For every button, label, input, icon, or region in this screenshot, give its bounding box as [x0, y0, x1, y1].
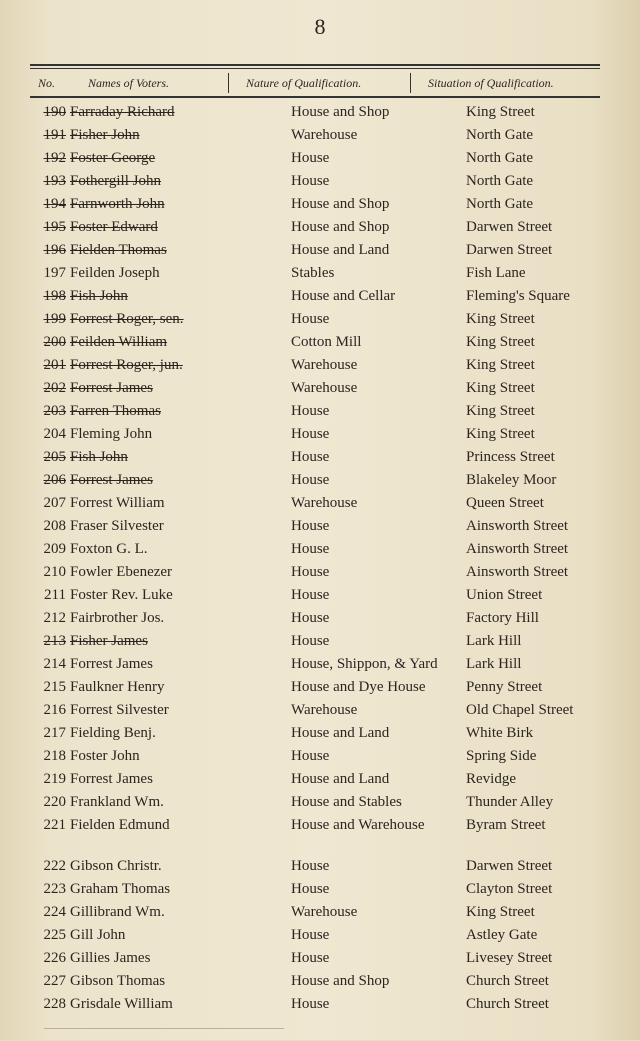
- voter-number: 193: [43, 173, 66, 189]
- voter-number: 191: [43, 127, 66, 143]
- qualification-nature: House, Shippon, & Yard: [291, 656, 438, 672]
- qualification-situation: Astley Gate: [466, 927, 538, 943]
- voter-name: Faulkner Henry: [70, 679, 165, 695]
- voter-row: [0, 996, 640, 1019]
- voter-row: [0, 725, 640, 748]
- voter-name: Fairbrother Jos.: [70, 610, 165, 626]
- qualification-situation: Darwen Street: [466, 858, 553, 874]
- voter-number: 199: [43, 311, 66, 327]
- qualification-situation: King Street: [466, 357, 535, 373]
- voter-number: 207: [43, 495, 66, 511]
- qualification-nature: Warehouse: [291, 495, 358, 511]
- header-nature: Nature of Qualification.: [246, 76, 362, 90]
- voter-row: [0, 858, 640, 881]
- qualification-situation: Fleming's Square: [466, 288, 570, 304]
- qualification-nature: House and Shop: [291, 973, 390, 989]
- qualification-nature: House: [291, 311, 330, 327]
- voter-name: Grisdale William: [70, 996, 173, 1012]
- voter-number: 192: [43, 150, 66, 166]
- voter-number: 226: [43, 950, 66, 966]
- qualification-situation: King Street: [466, 403, 535, 419]
- qualification-nature: House: [291, 449, 330, 465]
- voter-number: 206: [43, 472, 66, 488]
- voter-name: Farnworth John: [70, 196, 165, 212]
- voter-name: Foster John: [70, 748, 140, 764]
- qualification-situation: King Street: [466, 426, 535, 442]
- voter-number: 212: [43, 610, 66, 626]
- voter-name: Gibson Thomas: [70, 973, 166, 989]
- header-divider: [410, 73, 411, 93]
- voter-number: 223: [43, 881, 66, 897]
- qualification-situation: North Gate: [466, 127, 534, 143]
- voter-name: Fielden Edmund: [70, 817, 170, 833]
- qualification-situation: Union Street: [466, 587, 543, 603]
- qualification-nature: House: [291, 518, 330, 534]
- voter-name: Fisher John: [70, 127, 140, 143]
- voter-number: 200: [43, 334, 66, 350]
- voter-number: 204: [43, 426, 66, 442]
- voter-number: 197: [43, 265, 66, 281]
- qualification-nature: House: [291, 472, 330, 488]
- column-header: [30, 72, 600, 94]
- voter-name: Gill John: [70, 927, 126, 943]
- voter-name: Feilden Joseph: [70, 265, 160, 281]
- header-names: Names of Voters.: [88, 76, 169, 90]
- qualification-situation: King Street: [466, 334, 535, 350]
- qualification-nature: House and Land: [291, 725, 390, 741]
- qualification-nature: House and Land: [291, 771, 390, 787]
- voter-name: Fraser Silvester: [70, 518, 164, 534]
- voter-number: 195: [43, 219, 66, 235]
- qualification-nature: House and Dye House: [291, 679, 426, 695]
- voter-number: 228: [43, 996, 66, 1012]
- voter-row: [0, 449, 640, 472]
- voter-name: Forrest Silvester: [70, 702, 169, 718]
- qualification-situation: King Street: [466, 311, 535, 327]
- voter-row: [0, 656, 640, 679]
- voter-row: [0, 541, 640, 564]
- voter-row: [0, 564, 640, 587]
- qualification-situation: Church Street: [466, 996, 549, 1012]
- voter-number: 211: [44, 587, 66, 603]
- voter-name: Foster George: [70, 150, 156, 166]
- voter-row: [0, 196, 640, 219]
- qualification-nature: House: [291, 748, 330, 764]
- voter-number: 190: [43, 104, 66, 120]
- voter-row: [0, 426, 640, 449]
- voter-number: 217: [43, 725, 66, 741]
- qualification-nature: House and Warehouse: [291, 817, 425, 833]
- qualification-situation: Livesey Street: [466, 950, 553, 966]
- voter-name: Forrest James: [70, 656, 153, 672]
- qualification-situation: Queen Street: [466, 495, 544, 511]
- qualification-situation: Ainsworth Street: [466, 541, 569, 557]
- voter-row: [0, 150, 640, 173]
- qualification-situation: North Gate: [466, 196, 534, 212]
- voter-number: 227: [43, 973, 66, 989]
- voter-row: [0, 104, 640, 127]
- voter-number: 201: [43, 357, 66, 373]
- voter-row: [0, 219, 640, 242]
- header-rule-top-thin: [30, 68, 600, 69]
- voter-row: [0, 472, 640, 495]
- voter-name: Forrest James: [70, 380, 153, 396]
- voter-number: 198: [43, 288, 66, 304]
- voter-list: [0, 104, 640, 1019]
- voter-name: Foster Edward: [70, 219, 158, 235]
- qualification-nature: Warehouse: [291, 357, 358, 373]
- voter-name: Forrest Roger, jun.: [70, 357, 183, 373]
- header-no: No.: [38, 76, 56, 90]
- voter-row: [0, 973, 640, 996]
- voter-row: [0, 927, 640, 950]
- voter-row: [0, 334, 640, 357]
- qualification-situation: Fish Lane: [466, 265, 526, 281]
- qualification-situation: North Gate: [466, 173, 534, 189]
- qualification-situation: King Street: [466, 904, 535, 920]
- voter-number: 225: [43, 927, 66, 943]
- voter-row: [0, 242, 640, 265]
- voter-row: [0, 127, 640, 150]
- voter-row: [0, 518, 640, 541]
- voter-number: 219: [43, 771, 66, 787]
- header-rule-top: [30, 64, 600, 66]
- qualification-situation: Lark Hill: [466, 633, 522, 649]
- voter-name: Fleming John: [70, 426, 153, 442]
- voter-number: 214: [43, 656, 66, 672]
- qualification-nature: Stables: [291, 265, 335, 281]
- qualification-situation: Penny Street: [466, 679, 543, 695]
- qualification-nature: Warehouse: [291, 904, 358, 920]
- voter-name: Fothergill John: [70, 173, 161, 189]
- qualification-situation: Clayton Street: [466, 881, 553, 897]
- qualification-nature: House: [291, 150, 330, 166]
- handwritten-mark: [44, 1028, 284, 1041]
- voter-number: 222: [43, 858, 66, 874]
- qualification-situation: White Birk: [466, 725, 534, 741]
- qualification-situation: Ainsworth Street: [466, 564, 569, 580]
- voter-name: Fielden Thomas: [70, 242, 167, 258]
- voter-number: 202: [43, 380, 66, 396]
- qualification-nature: Warehouse: [291, 380, 358, 396]
- qualification-nature: House: [291, 858, 330, 874]
- voter-name: Graham Thomas: [70, 881, 171, 897]
- qualification-situation: Revidge: [466, 771, 516, 787]
- qualification-situation: Old Chapel Street: [466, 702, 574, 718]
- qualification-nature: House and Stables: [291, 794, 402, 810]
- voter-name: Fisher James: [70, 633, 148, 649]
- voter-name: Forrest Roger, sen.: [70, 311, 184, 327]
- qualification-situation: Darwen Street: [466, 219, 553, 235]
- voter-name: Farraday Richard: [70, 104, 175, 120]
- qualification-nature: Warehouse: [291, 127, 358, 143]
- voter-row: [0, 817, 640, 840]
- voter-number: 221: [43, 817, 66, 833]
- qualification-situation: Church Street: [466, 973, 549, 989]
- voter-row: [0, 311, 640, 334]
- qualification-nature: House: [291, 927, 330, 943]
- qualification-nature: House and Land: [291, 242, 390, 258]
- header-situation: Situation of Qualification.: [428, 76, 554, 90]
- voter-number: 218: [43, 748, 66, 764]
- qualification-nature: House: [291, 173, 330, 189]
- voter-name: Farren Thomas: [70, 403, 161, 419]
- qualification-situation: Factory Hill: [466, 610, 539, 626]
- voter-row: [0, 587, 640, 610]
- qualification-nature: House: [291, 633, 330, 649]
- voter-number: 220: [43, 794, 66, 810]
- qualification-situation: North Gate: [466, 150, 534, 166]
- voter-row: [0, 357, 640, 380]
- qualification-situation: Lark Hill: [466, 656, 522, 672]
- voter-row: [0, 380, 640, 403]
- voter-name: Fowler Ebenezer: [70, 564, 173, 580]
- qualification-situation: King Street: [466, 380, 535, 396]
- voter-number: 215: [43, 679, 66, 695]
- qualification-situation: Princess Street: [466, 449, 555, 465]
- voter-row: [0, 794, 640, 817]
- voter-number: 196: [43, 242, 66, 258]
- qualification-nature: House: [291, 426, 330, 442]
- voter-name: Foster Rev. Luke: [70, 587, 173, 603]
- voter-number: 210: [43, 564, 66, 580]
- voter-row: [0, 771, 640, 794]
- qualification-nature: Cotton Mill: [291, 334, 362, 350]
- voter-row: [0, 950, 640, 973]
- qualification-nature: House: [291, 587, 330, 603]
- voter-row: [0, 173, 640, 196]
- qualification-nature: House and Shop: [291, 219, 390, 235]
- qualification-nature: House: [291, 881, 330, 897]
- voter-row: [0, 904, 640, 927]
- voter-number: 208: [43, 518, 66, 534]
- qualification-nature: House: [291, 950, 330, 966]
- voter-name: Gibson Christr.: [70, 858, 162, 874]
- voter-name: Forrest William: [70, 495, 165, 511]
- voter-row: [0, 265, 640, 288]
- voter-number: 209: [43, 541, 66, 557]
- voter-name: Gillibrand Wm.: [70, 904, 165, 920]
- voter-name: Fielding Benj.: [70, 725, 156, 741]
- qualification-situation: Spring Side: [466, 748, 537, 764]
- qualification-situation: Thunder Alley: [466, 794, 554, 810]
- voter-row: [0, 679, 640, 702]
- voter-row: [0, 633, 640, 656]
- voter-number: 224: [43, 904, 66, 920]
- voter-name: Fish John: [70, 449, 128, 465]
- voter-row: [0, 748, 640, 771]
- qualification-nature: House: [291, 610, 330, 626]
- voter-name: Fish John: [70, 288, 128, 304]
- voter-name: Feilden William: [70, 334, 168, 350]
- qualification-nature: House and Shop: [291, 196, 390, 212]
- qualification-nature: House and Shop: [291, 104, 390, 120]
- voter-row: [0, 881, 640, 904]
- qualification-nature: House: [291, 564, 330, 580]
- voter-name: Foxton G. L.: [70, 541, 148, 557]
- voter-number: 203: [43, 403, 66, 419]
- voter-number: 205: [43, 449, 66, 465]
- qualification-situation: King Street: [466, 104, 535, 120]
- voter-name: Forrest James: [70, 472, 153, 488]
- qualification-nature: House: [291, 403, 330, 419]
- voter-number: 213: [43, 633, 66, 649]
- header-divider: [228, 73, 229, 93]
- voter-row: [0, 403, 640, 426]
- qualification-situation: Byram Street: [466, 817, 546, 833]
- qualification-nature: House and Cellar: [291, 288, 396, 304]
- qualification-nature: House: [291, 996, 330, 1012]
- voter-name: Frankland Wm.: [70, 794, 164, 810]
- qualification-nature: House: [291, 541, 330, 557]
- voter-row: [0, 702, 640, 725]
- voter-row: [0, 495, 640, 518]
- voter-row: [0, 288, 640, 311]
- page-number: 8: [314, 14, 326, 39]
- header-rule-bottom: [30, 96, 600, 98]
- voter-row: [0, 610, 640, 633]
- voter-number: 194: [43, 196, 66, 212]
- qualification-situation: Ainsworth Street: [466, 518, 569, 534]
- qualification-situation: Blakeley Moor: [466, 472, 557, 488]
- qualification-situation: Darwen Street: [466, 242, 553, 258]
- voter-number: 216: [43, 702, 66, 718]
- voter-name: Gillies James: [70, 950, 151, 966]
- qualification-nature: Warehouse: [291, 702, 358, 718]
- voter-name: Forrest James: [70, 771, 153, 787]
